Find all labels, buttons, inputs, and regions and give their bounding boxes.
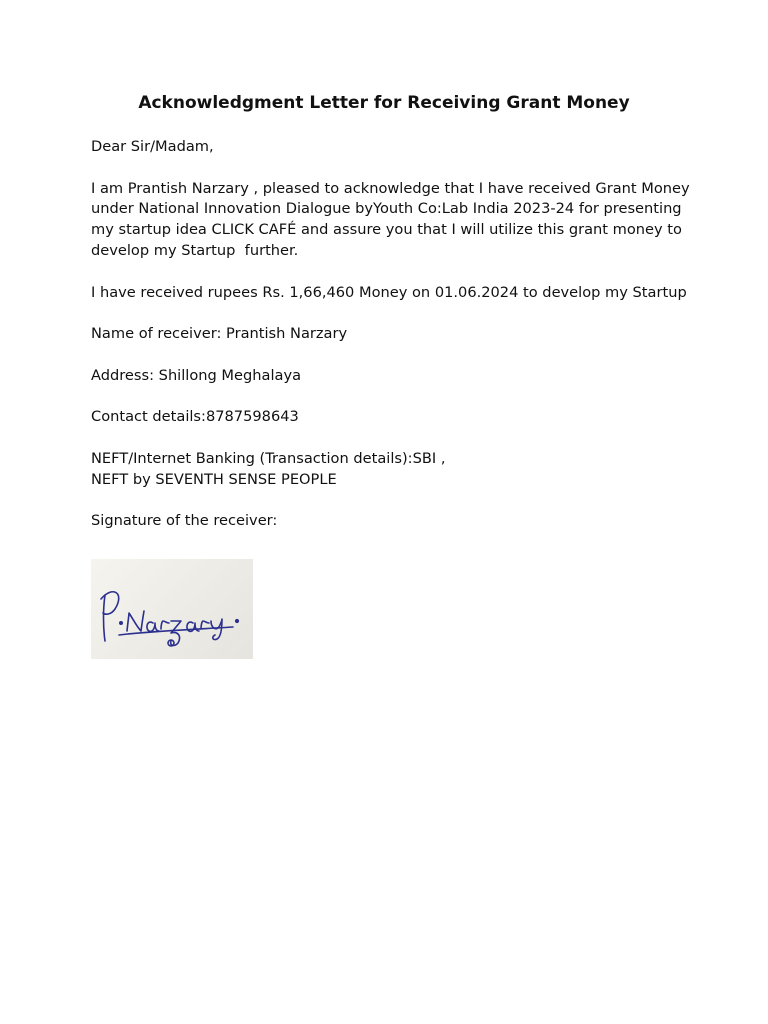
paragraph-amount: I have received rupees Rs. 1,66,460 Money on 01.06.2024 to develop my Startup	[91, 283, 687, 301]
contact-details: Contact details:8787598643	[91, 408, 299, 426]
receiver-name: Name of receiver: Prantish Narzary	[91, 325, 348, 343]
signature-image	[91, 559, 253, 659]
letter-title: Acknowledgment Letter for Receiving Grant Money	[138, 93, 630, 113]
receiver-address: Address: Shillong Meghalaya	[91, 366, 302, 384]
salutation: Dear Sir/Madam,	[91, 138, 214, 155]
neft-details-line-1: NEFT/Internet Banking (Transaction details):SBI ,	[91, 449, 446, 467]
neft-details-line-2: NEFT by SEVENTH SENSE PEOPLE	[91, 470, 337, 488]
paragraph-acknowledgement: I am Prantish Narzary , pleased to acknowledge that I have received Grant Money under National Innovation Dialogue byYouth Co:Lab India 2023-24 for presenting my startup idea CLICK CAFÉ and assure you that I will utilize this grant money to develop my Startup further.	[91, 179, 695, 259]
letter-body	[91, 137, 695, 553]
signature-drawing	[91, 559, 253, 659]
signature-label: Signature of the receiver:	[91, 512, 278, 530]
